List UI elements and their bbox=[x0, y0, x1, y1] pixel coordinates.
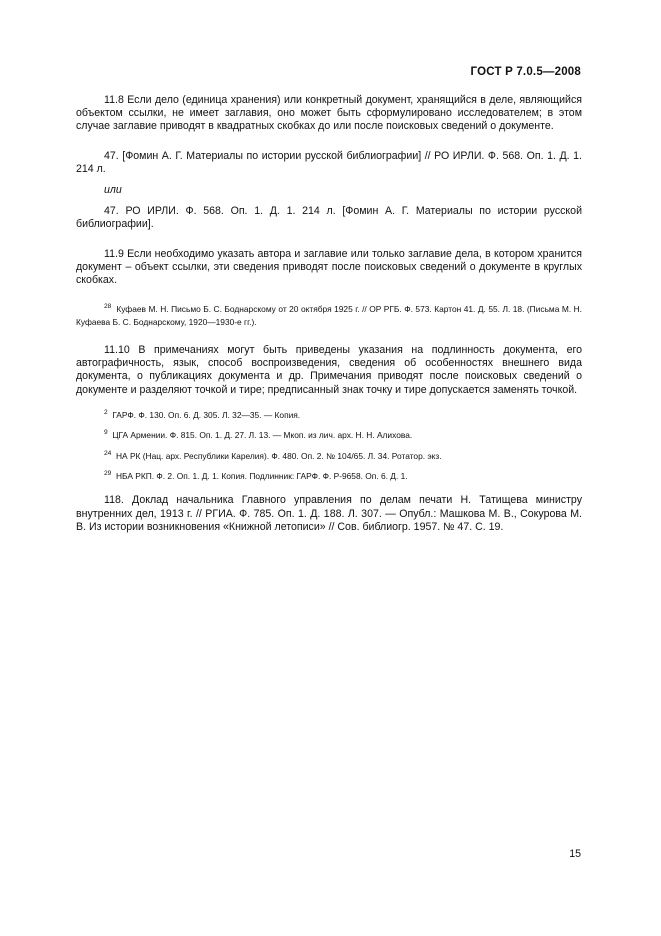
example-118: 118. Доклад начальника Главного управления по делам печати Н. Татищева министру внутренних дел, 1913 г. // РГИА. Ф. 785. Оп. 1. Д. 188. Л. 307. — Опубл.: Машкова М. В., Сокурова М. В. Из истории возникновения «Книжной летописи» // Сов. библиогр. 1957. № 47. С. 19. bbox=[76, 494, 582, 533]
example-47-a: 47. [Фомин А. Г. Материалы по истории русской библиографии] // РО ИРЛИ. Ф. 568. Оп. 1. Д. 1. 214 л. bbox=[76, 149, 582, 175]
clause-11-10: 11.10 В примечаниях могут быть приведены указания на подлинность документа, его автографичность, язык, способ воспроизведения, сведения об особенностях внешнего вида документа, о публикациях документа и др. Примечания приводят после поисковых сведений о документе и разделяют точкой и тире; предписанный знак точку и тире допускается заменять точкой. bbox=[76, 344, 582, 396]
note-number: 24 bbox=[104, 449, 112, 457]
page-number: 15 bbox=[569, 848, 581, 860]
footnote-text: Куфаев М. Н. Письмо Б. С. Боднарскому от 20 октября 1925 г. // ОР РГБ. Ф. 573. Картон 41. Д. 55. Л. 18. (Письма М. Н. Куфаева Б. С. Боднарскому, 1920—1930-е гг.). bbox=[76, 304, 583, 327]
document-body bbox=[76, 94, 582, 534]
clause-11-8: 11.8 Если дело (единица хранения) или конкретный документ, хранящийся в деле, являющийся объектом ссылки, не имеет заглавия, оно может быть сформулировано исследователем; в этом случае заглавие приводят в квадратных скобках до или после поисковых сведений о документе. bbox=[76, 94, 582, 133]
footnote-number: 28 bbox=[104, 303, 112, 311]
footnote-28 bbox=[76, 303, 582, 328]
note-number: 29 bbox=[104, 470, 112, 478]
note-9 bbox=[76, 429, 582, 441]
note-text: ГАРФ. Ф. 130. Оп. 6. Д. 305. Л. 32—35. — Копия. bbox=[112, 409, 301, 420]
note-24 bbox=[76, 450, 582, 462]
document-code: ГОСТ Р 7.0.5—2008 bbox=[470, 66, 581, 78]
note-number: 9 bbox=[104, 429, 108, 437]
example-47-b: 47. РО ИРЛИ. Ф. 568. Оп. 1. Д. 1. 214 л. [Фомин А. Г. Материалы по истории русской библиографии]. bbox=[76, 205, 582, 231]
note-text: НА РК (Нац. арх. Республики Карелия). Ф. 480. Оп. 2. № 104/65. Л. 34. Ротатор. экз. bbox=[116, 450, 442, 461]
clause-11-9: 11.9 Если необходимо указать автора и заглавие или только заглавие дела, в котором хранится документ – объект ссылки, эти сведения приводят после поисковых сведений о документе в круглых скобках. bbox=[76, 247, 582, 287]
note-29 bbox=[76, 470, 582, 482]
or-separator: или bbox=[104, 184, 122, 197]
note-2 bbox=[76, 409, 582, 421]
note-text: ЦГА Армении. Ф. 815. Оп. 1. Д. 27. Л. 13. — Мкоп. из лич. арх. Н. Н. Алихова. bbox=[112, 430, 413, 441]
note-number: 2 bbox=[104, 409, 108, 417]
note-text: НБА РКП. Ф. 2. Оп. 1. Д. 1. Копия. Подлинник: ГАРФ. Ф. Р-9658. Оп. 6. Д. 1. bbox=[116, 471, 408, 482]
